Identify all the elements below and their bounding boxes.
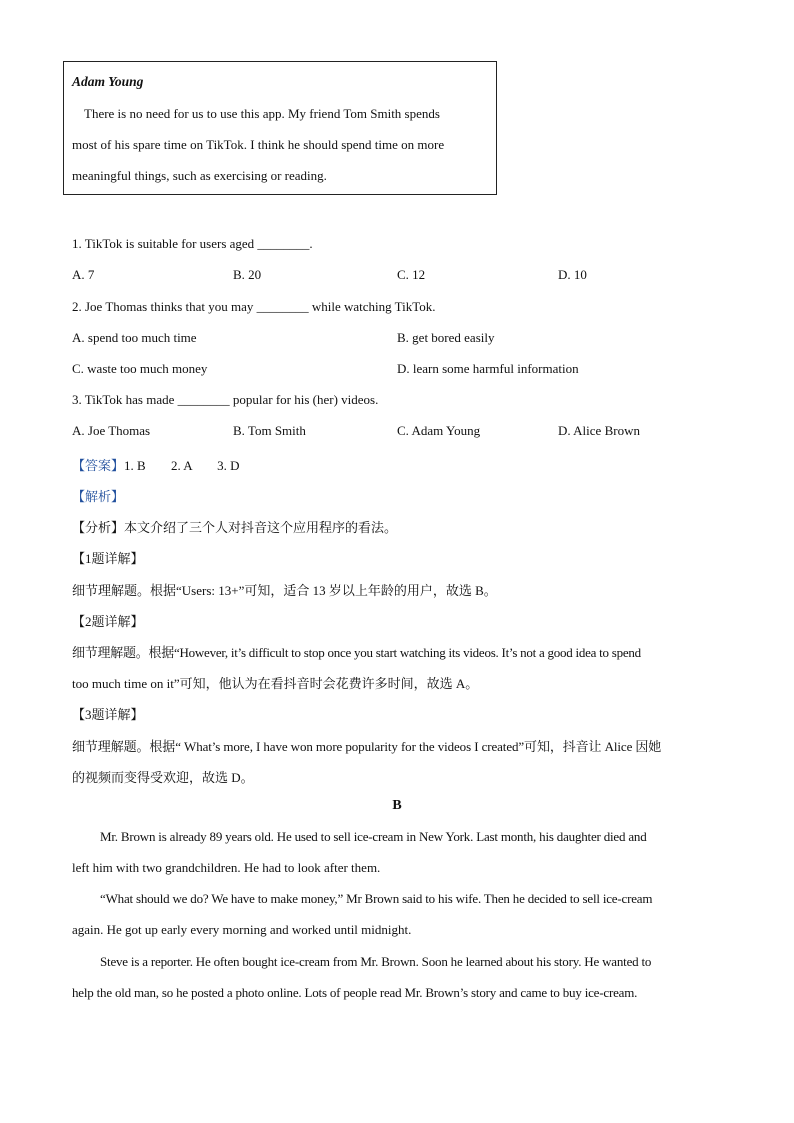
answer-item: 1. B xyxy=(124,458,146,473)
detail-3-line: 的视频而变得受欢迎，故选 D。 xyxy=(72,770,254,785)
opinion-box-adam-young xyxy=(63,61,497,195)
box-line: There is no need for us to use this app. My friend Tom Smith spends xyxy=(84,106,440,121)
question-3-option-c: C. Adam Young xyxy=(397,423,481,438)
question-1-option-d: D. 10 xyxy=(558,267,587,282)
question-2-option-d: D. learn some harmful information xyxy=(397,361,579,376)
answer-line xyxy=(72,455,240,474)
passage-b-line: “What should we do? We have to make money,” Mr Brown said to his wife. Then he decided to sell ice-cream xyxy=(100,891,653,906)
question-2-option-c: C. waste too much money xyxy=(72,361,208,376)
summary-text: 本文介绍了三个人对抖音这个应用程序的看法。 xyxy=(124,520,398,535)
summary-line xyxy=(72,517,397,536)
detail-2-line: too much time on it”可知，他认为在看抖音时会花费许多时间，故选 A。 xyxy=(72,676,479,691)
passage-b-line: Steve is a reporter. He often bought ice-cream from Mr. Brown. Soon he learned about his story. He wanted to xyxy=(100,954,652,969)
passage-b-line: Mr. Brown is already 89 years old. He used to sell ice-cream in New York. Last month, his daughter died and xyxy=(100,829,647,844)
detail-2-line: 细节理解题。根据“However, it’s difficult to stop once you start watching its videos. It’s not a good idea to spend xyxy=(72,645,641,660)
question-3-option-d: D. Alice Brown xyxy=(558,423,640,438)
summary-tag: 【分析】 xyxy=(72,520,125,535)
detail-3-tag: 【3题详解】 xyxy=(72,707,144,722)
passage-b-line: left him with two grandchildren. He had to look after them. xyxy=(72,860,381,875)
answer-item: 2. A xyxy=(170,458,192,473)
question-3-stem: 3. TikTok has made ________ popular for his (her) videos. xyxy=(72,392,379,407)
question-3-option-a: A. Joe Thomas xyxy=(72,423,151,438)
passage-b-title: B xyxy=(392,798,402,813)
passage-b-line: again. He got up early every morning and worked until midnight. xyxy=(72,922,412,937)
box-line: meaningful things, such as exercising or reading. xyxy=(72,168,327,183)
box-line: most of his spare time on TikTok. I think he should spend time on more xyxy=(72,137,445,152)
detail-3-line: 细节理解题。根据“ What’s more, I have won more popularity for the videos I created”可知，抖音让 Alice 因她 xyxy=(72,739,662,754)
question-2-option-a: A. spend too much time xyxy=(72,330,197,345)
detail-2-tag: 【2题详解】 xyxy=(72,614,144,629)
passage-b-line: help the old man, so he posted a photo online. Lots of people read Mr. Brown’s story and came to buy ice-cream. xyxy=(72,985,638,1000)
analysis-tag: 【解析】 xyxy=(72,489,125,504)
question-1-option-a: A. 7 xyxy=(72,267,95,282)
answer-tag: 【答案】 xyxy=(72,458,125,473)
question-2-stem: 2. Joe Thomas thinks that you may ________ while watching TikTok. xyxy=(72,299,436,314)
detail-1-tag: 【1题详解】 xyxy=(72,551,144,566)
detail-1-line: 细节理解题。根据“Users: 13+”可知，适合 13 岁以上年龄的用户，故选 B。 xyxy=(72,583,497,598)
question-1-stem: 1. TikTok is suitable for users aged ________. xyxy=(72,236,313,251)
answer-item: 3. D xyxy=(217,458,240,473)
question-3-option-b: B. Tom Smith xyxy=(233,423,306,438)
question-2-option-b: B. get bored easily xyxy=(397,330,495,345)
box-name: Adam Young xyxy=(72,74,144,89)
question-1-option-c: C. 12 xyxy=(397,267,426,282)
question-1-option-b: B. 20 xyxy=(233,267,262,282)
